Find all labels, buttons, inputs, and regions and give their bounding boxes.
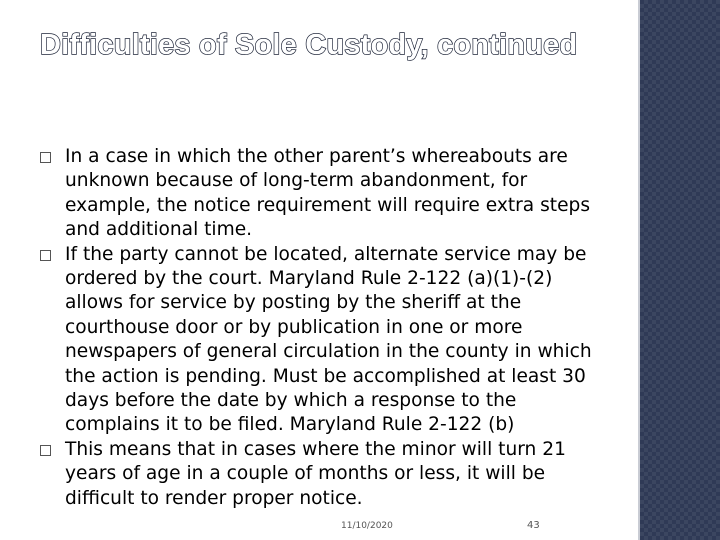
- bullet-item: [40, 438, 610, 511]
- bullet-list: [40, 145, 610, 511]
- footer-date: 11/10/2020: [341, 521, 393, 531]
- slide-title: Difficulties of Sole Custody, continued: [40, 29, 578, 61]
- empty-square-bullet-icon: [40, 152, 51, 163]
- bullet-item: [40, 243, 610, 438]
- decorative-side-panel: [640, 0, 720, 540]
- empty-square-bullet-icon: [40, 445, 51, 456]
- bullet-text: In a case in which the other parent’s whereabouts are unknown because of long-term abandonment, for example, the notice requirement will require extra steps and additional time.: [65, 146, 591, 241]
- bullet-item: [40, 145, 610, 243]
- bullet-text: If the party cannot be located, alternate service may be ordered by the court. Maryland Rule 2-122 (a)(1)-(2) allows for service by posting by the sheriff at the courthouse door or by publication in one or more newspapers of general circulation in the county in which the action is pending. Must be accomplished at least 30 days before the date by which a response to the complains it to be filed. Maryland Rule 2-122 (b): [65, 243, 592, 436]
- page-number: 43: [527, 520, 540, 531]
- bullet-text: This means that in cases where the minor will turn 21 years of age in a couple of months or less, it will be difficult to render proper notice.: [65, 438, 566, 509]
- empty-square-bullet-icon: [40, 250, 51, 261]
